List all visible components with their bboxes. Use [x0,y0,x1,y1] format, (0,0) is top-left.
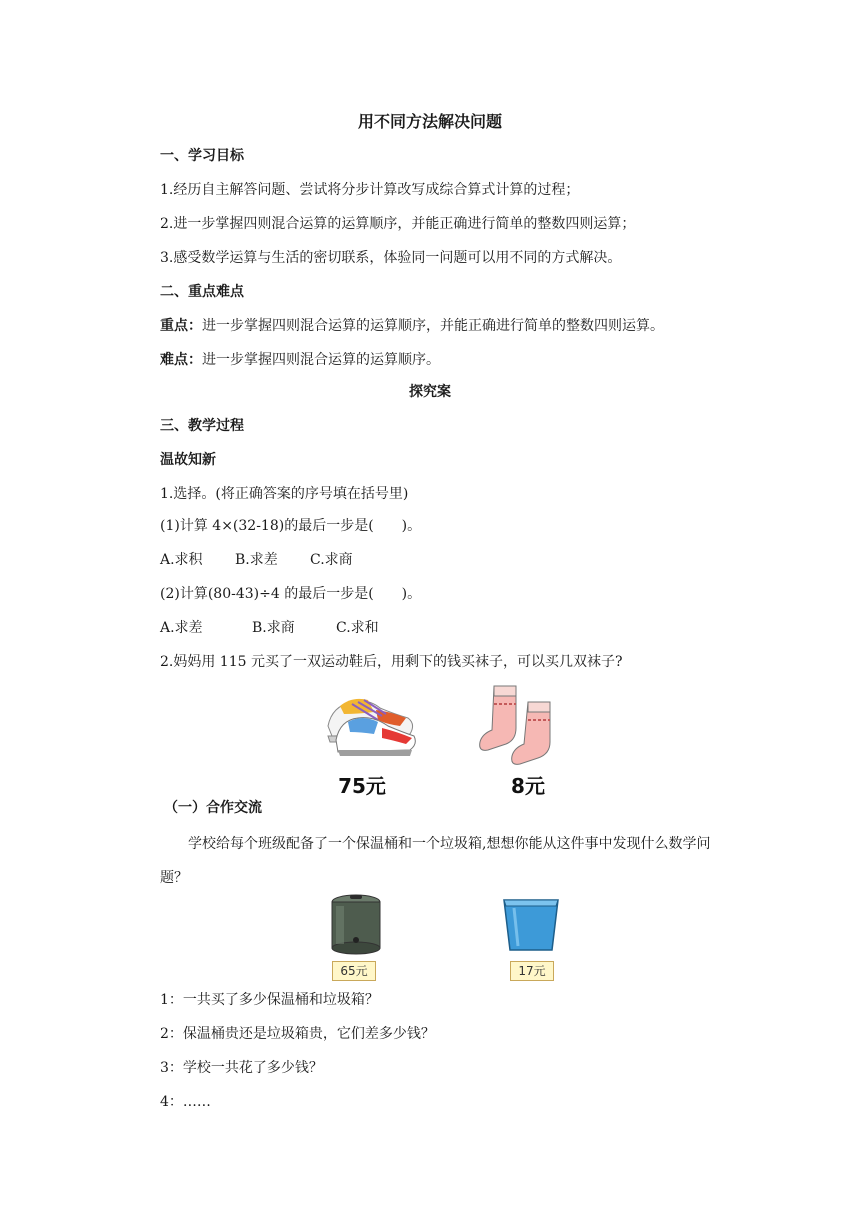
socks-image [476,680,568,766]
goal-item-1: 1.经历自主解答问题、尝试将分步计算改写成综合算式计算的过程； [160,182,580,198]
option-c: C.求和 [336,620,379,636]
section-heading-goals: 一、学习目标 [160,148,244,164]
option-a: A.求差 [160,620,203,636]
review-heading: 温故知新 [160,452,216,468]
option-c: C.求商 [310,552,353,568]
option-b: B.求差 [235,552,278,568]
difficulty-point [160,350,440,370]
difficulty-text: 进一步掌握四则混合运算的运算顺序。 [202,352,440,368]
cooperation-paragraph-line2: 题？ [160,870,188,886]
bin-price-tag: 17元 [510,961,554,981]
shoe-price-label: 75元 [338,774,386,798]
insulated-bucket-image [326,892,386,956]
key-point [160,316,664,336]
question-list-item-3: 3：学校一共花了多少钱？ [160,1060,323,1076]
cooperation-paragraph-line1: 学校给每个班级配备了一个保温桶和一个垃圾箱,想想你能从这件事中发现什么数学问 [188,836,711,852]
question-1: 1.选择。(将正确答案的序号填在括号里) [160,486,409,502]
cooperation-heading: （一）合作交流 [164,800,262,816]
sneakers-image [322,684,418,760]
question-1b-options [160,618,379,638]
option-b: B.求商 [252,620,295,636]
question-1a: (1)计算 4×(32-18)的最后一步是( )。 [160,518,422,534]
question-list-item-1: 1：一共买了多少保温桶和垃圾箱？ [160,992,379,1008]
bucket-price-tag: 65元 [332,961,376,981]
difficulty-label: 难点： [160,352,202,368]
section-heading-process: 三、教学过程 [160,418,244,434]
goal-item-3: 3.感受数学运算与生活的密切联系，体验同一问题可以用不同的方式解决。 [160,250,622,266]
question-1a-options [160,550,353,570]
trash-bin-image [500,894,562,954]
option-a: A.求积 [160,552,203,568]
key-point-label: 重点： [160,318,202,334]
section-heading-keypoints: 二、重点难点 [160,284,244,300]
question-list-item-2: 2：保温桶贵还是垃圾箱贵，它们差多少钱？ [160,1026,435,1042]
goal-item-2: 2.进一步掌握四则混合运算的运算顺序，并能正确进行简单的整数四则运算； [160,216,636,232]
key-point-text: 进一步掌握四则混合运算的运算顺序，并能正确进行简单的整数四则运算。 [202,318,664,334]
explore-title: 探究案 [409,384,451,400]
page-title: 用不同方法解决问题 [357,112,502,131]
question-list-item-4: 4：…… [160,1094,211,1110]
question-2: 2.妈妈用 115 元买了一双运动鞋后，用剩下的钱买袜子，可以买几双袜子? [160,654,623,670]
question-1b: (2)计算(80-43)÷4 的最后一步是( )。 [160,586,422,602]
sock-price-label: 8元 [511,774,545,798]
